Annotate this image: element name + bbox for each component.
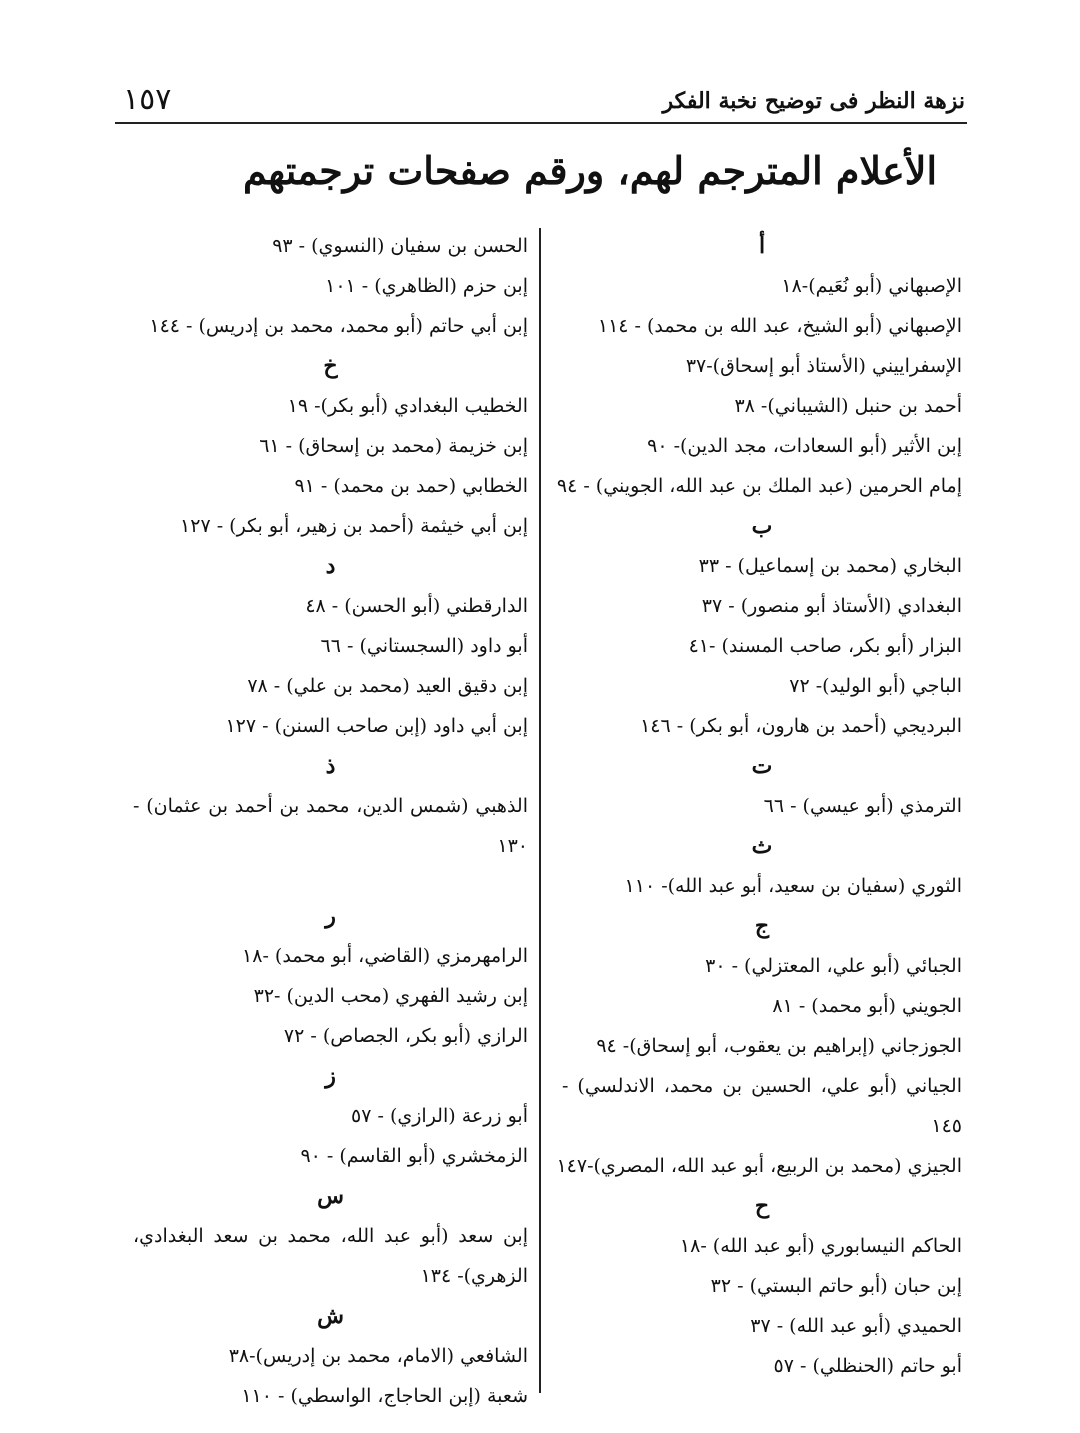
- index-entry: الحاكم النيسابوري (أبو عبد الله) -١٨: [679, 1235, 962, 1257]
- spacer: [133, 866, 528, 896]
- index-entry: إمام الحرمين (عبد الملك بن عبد الله، الجويني) - ٩٤: [556, 475, 962, 497]
- index-entry: الدارقطني (أبو الحسن) - ٤٨: [305, 595, 528, 617]
- index-entry: الرامهرمزي (القاضي، أبو محمد) -١٨: [242, 945, 528, 967]
- index-title: الأعلام المترجم لهم، ورقم صفحات ترجمتهم: [242, 148, 938, 193]
- section-letter: ت: [751, 753, 773, 779]
- index-entry: الإسفراييني (الأستاذ أبو إسحاق)-٣٧: [685, 355, 962, 377]
- index-entry: إبن أبي خيثمة (أحمد بن زهير، أبو بكر) - ١٢٧: [180, 515, 528, 537]
- section-letter: ب: [751, 513, 773, 539]
- index-entry: أبو حاتم (الحنظلي) - ٥٧: [773, 1355, 962, 1377]
- index-entry: الجبائي (أبو علي، المعتزلي) - ٣٠: [705, 955, 962, 977]
- index-entry: الجياني (أبو علي، الحسين بن محمد، الاندلسي) - ١٤٥: [562, 1075, 962, 1137]
- index-entry: الثوري (سفيان بن سعيد، أبو عبد الله)- ١١٠: [624, 875, 962, 897]
- index-entry: الشافعي (الامام، محمد بن إدريس)-٣٨: [228, 1345, 528, 1367]
- index-entry: الذهبي (شمس الدين، محمد بن أحمد بن عثمان) - ١٣٠: [133, 795, 528, 857]
- section-letter: ز: [325, 1063, 336, 1089]
- index-entry: شعبة (إبن الحاجاج، الواسطي) - ١١٠: [241, 1385, 528, 1407]
- section-letter: ث: [751, 833, 773, 859]
- index-entry: الباجي (أبو الوليد)- ٧٢: [789, 675, 962, 697]
- header-rule: [115, 122, 967, 124]
- page-number: ١٥٧: [123, 82, 172, 117]
- section-letter: ش: [317, 1303, 344, 1329]
- index-entry: إبن حزم (الظاهري) - ١٠١: [325, 275, 528, 297]
- index-entry: أحمد بن حنبل (الشيباني)- ٣٨: [734, 395, 962, 417]
- index-entry: الجوزجاني (إبراهيم بن يعقوب، أبو إسحاق)- ٩٤: [596, 1035, 962, 1057]
- section-letter: خ: [323, 353, 338, 379]
- index-entry: أبو داود (السجستاني) - ٦٦: [320, 635, 528, 657]
- section-letter: ح: [754, 1193, 770, 1219]
- index-entry: الحسن بن سفيان (النسوي) - ٩٣: [272, 235, 528, 257]
- index-entry: إبن أبي حاتم (أبو محمد، محمد بن إدريس) - ١٤٤: [149, 315, 528, 337]
- book-title: نزهة النظر فى توضيح نخبة الفكر: [662, 88, 965, 114]
- index-entry: الخطيب البغدادي (أبو بكر)- ١٩: [287, 395, 528, 417]
- index-entry: إبن الأثير (أبو السعادات، مجد الدين)- ٩٠: [647, 435, 962, 457]
- index-entry: الترمذي (أبو عيسي) - ٦٦: [763, 795, 962, 817]
- index-entry: البغدادي (الأستاذ أبو منصور) - ٣٧: [701, 595, 962, 617]
- index-entry: الرازي (أبو بكر، الجصاص) - ٧٢: [283, 1025, 528, 1047]
- index-entry: إبن أبي داود (إبن صاحب السنن) - ١٢٧: [225, 715, 528, 737]
- index-entry: الخطابي (حمد بن محمد) - ٩١: [294, 475, 528, 497]
- index-entry: البزار (أبو بكر، صاحب المسند) -٤١: [688, 635, 962, 657]
- section-letter: ذ: [325, 753, 336, 779]
- left-column: [133, 226, 528, 1416]
- column-divider: [539, 228, 541, 1393]
- section-letter: د: [325, 553, 336, 579]
- index-entry: إبن خزيمة (محمد بن إسحاق) - ٦١: [259, 435, 528, 457]
- index-entry: البرديجي (أحمد بن هارون، أبو بكر) - ١٤٦: [640, 715, 962, 737]
- page-header: [115, 78, 965, 118]
- index-entry: إبن دقيق العيد (محمد بن علي) - ٧٨: [247, 675, 528, 697]
- section-letter: ج: [754, 913, 770, 939]
- index-entry: الجويني (أبو محمد) - ٨١: [772, 995, 962, 1017]
- right-column: [556, 226, 962, 1386]
- index-entry: الإصبهاني (أبو نُعَيم)-١٨: [781, 275, 962, 297]
- index-entry: إبن حبان (أبو حاتم البستي) - ٣٢: [710, 1275, 962, 1297]
- index-entry: إبن رشيد الفهري (محب الدين) -٣٢: [253, 985, 528, 1007]
- section-letter: ر: [325, 903, 336, 929]
- index-entry: البخاري (محمد بن إسماعيل) - ٣٣: [698, 555, 962, 577]
- index-entry: الزمخشري (أبو القاسم) - ٩٠: [300, 1145, 528, 1167]
- index-entry: أبو زرعة (الرازي) - ٥٧: [351, 1105, 528, 1127]
- section-letter: أ: [758, 233, 766, 259]
- index-entry: الحميدي (أبو عبد الله) - ٣٧: [750, 1315, 962, 1337]
- index-entry: إبن سعد (أبو عبد الله، محمد بن سعد البغدادي، الزهري)- ١٣٤: [133, 1225, 528, 1287]
- index-entry: الجيزي (محمد بن الربيع، أبو عبد الله، المصري)-١٤٧: [556, 1155, 962, 1177]
- section-letter: س: [317, 1183, 344, 1209]
- index-entry: الإصبهاني (أبو الشيخ، عبد الله بن محمد) - ١١٤: [597, 315, 962, 337]
